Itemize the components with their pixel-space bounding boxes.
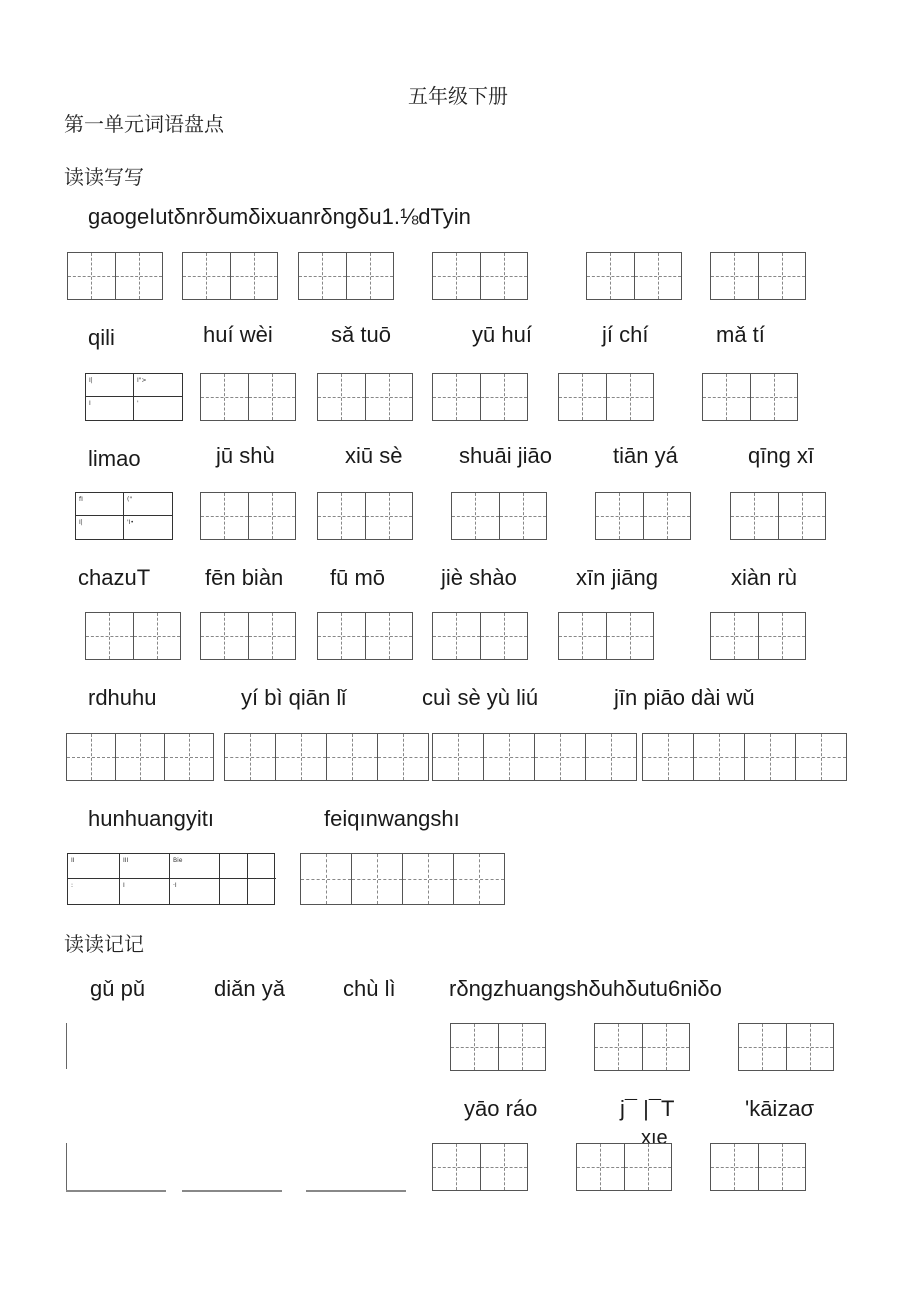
pencil-mark: [220, 879, 248, 904]
pencil-mark: fI: [76, 493, 124, 516]
writing-grid[interactable]: [298, 252, 394, 300]
writing-grid[interactable]: [432, 252, 528, 300]
pinyin-label: chazuT: [78, 565, 151, 590]
writing-grid[interactable]: [317, 492, 413, 540]
writing-grid[interactable]: [738, 1023, 834, 1071]
writing-grid-fragment: [306, 1190, 406, 1192]
pinyin-label: jiè shào: [441, 565, 517, 590]
pinyin-label: xiū sè: [345, 443, 403, 468]
pinyin-label: hunhuangyitı: [88, 806, 214, 831]
pinyin-label: qili: [88, 325, 115, 350]
pinyin-label: jí chí: [602, 322, 649, 347]
answer-grid-filled: [85, 373, 183, 421]
writing-grid[interactable]: [576, 1143, 672, 1191]
pencil-mark: :: [68, 879, 120, 904]
pinyin-label: xiàn rù: [731, 565, 798, 590]
pencil-mark: I|: [86, 374, 134, 397]
section-title-read-remember: 读读记记: [64, 932, 144, 956]
writing-grid-fragment: [66, 1143, 67, 1191]
writing-grid[interactable]: [66, 733, 214, 781]
pencil-mark: [220, 854, 248, 879]
pencil-mark: 'I•: [127, 519, 134, 526]
pinyin-label: limao: [88, 446, 141, 471]
pinyin-label: huí wèi: [203, 322, 273, 347]
pinyin-label: sǎ tuō: [331, 322, 391, 347]
writing-grid[interactable]: [558, 373, 654, 421]
pencil-mark: ·I: [170, 879, 220, 904]
pencil-mark: ': [137, 400, 139, 407]
writing-grid[interactable]: [730, 492, 826, 540]
section-title-read-write: 读读写写: [64, 165, 144, 189]
pencil-mark: [248, 879, 276, 904]
pencil-mark: (": [124, 493, 172, 516]
writing-grid-fragment: [66, 1190, 166, 1192]
pinyin-label: feiqınwangshı: [324, 806, 460, 831]
pinyin-label: cuì sè yù liú: [422, 685, 539, 710]
answer-grid-filled: [67, 853, 275, 905]
pinyin-label: qīng xī: [748, 443, 815, 468]
pinyin-label: 'kāizaσ: [745, 1096, 815, 1121]
pinyin-label: fēn biàn: [205, 565, 284, 590]
writing-grid[interactable]: [710, 612, 806, 660]
pinyin-label: rdhuhu: [88, 685, 157, 710]
writing-grid[interactable]: [200, 492, 296, 540]
writing-grid[interactable]: [300, 853, 505, 905]
writing-grid[interactable]: [451, 492, 547, 540]
pinyin-label: yāo ráo: [464, 1096, 538, 1121]
pinyin-label: xıe: [641, 1127, 668, 1149]
pencil-mark: III: [120, 854, 170, 879]
answer-grid-filled: [75, 492, 173, 540]
pinyin-label: gǔ pǔ: [90, 976, 146, 1001]
writing-grid[interactable]: [67, 252, 163, 300]
writing-grid[interactable]: [224, 733, 429, 781]
pinyin-label: jū shù: [216, 443, 275, 468]
pencil-mark: I: [120, 879, 170, 904]
writing-grid[interactable]: [200, 373, 296, 421]
pencil-mark: I">: [134, 374, 182, 397]
writing-grid[interactable]: [85, 612, 181, 660]
pinyin-label: shuāi jiāo: [459, 443, 552, 468]
pencil-mark: I: [86, 397, 134, 420]
writing-grid[interactable]: [450, 1023, 546, 1071]
writing-grid-fragment: [182, 1190, 282, 1192]
pinyin-label: mǎ tí: [716, 322, 765, 347]
writing-grid[interactable]: [702, 373, 798, 421]
pinyin-label: yí bì qiān lǐ: [241, 685, 347, 710]
writing-grid[interactable]: [317, 612, 413, 660]
writing-grid[interactable]: [432, 612, 528, 660]
pinyin-label: gaogeIutδnrδumδixuanrδngδu1.⅛dTyin: [88, 204, 471, 229]
writing-grid[interactable]: [642, 733, 847, 781]
pinyin-label: chù lì: [343, 976, 396, 1001]
pencil-mark: Bie: [170, 854, 220, 879]
pencil-mark: [248, 854, 276, 879]
writing-grid[interactable]: [710, 252, 806, 300]
writing-grid[interactable]: [182, 252, 278, 300]
writing-grid[interactable]: [595, 492, 691, 540]
unit-title: 第一单元词语盘点: [64, 112, 224, 136]
pinyin-label: j¯ |¯T: [620, 1096, 675, 1121]
page-title: 五年级下册: [408, 84, 508, 108]
writing-grid[interactable]: [317, 373, 413, 421]
pinyin-label: diǎn yǎ: [214, 976, 285, 1001]
pinyin-label: yū huí: [472, 322, 532, 347]
pencil-mark: I|: [76, 516, 124, 539]
pinyin-label: xīn jiāng: [576, 565, 658, 590]
pinyin-label: tiān yá: [613, 443, 678, 468]
pinyin-label: jīn piāo dài wǔ: [614, 685, 755, 710]
writing-grid[interactable]: [200, 612, 296, 660]
writing-grid-fragment: [66, 1023, 67, 1069]
writing-grid[interactable]: [432, 1143, 528, 1191]
writing-grid[interactable]: [594, 1023, 690, 1071]
pencil-mark: II: [68, 854, 120, 879]
writing-grid[interactable]: [432, 733, 637, 781]
writing-grid[interactable]: [558, 612, 654, 660]
writing-grid[interactable]: [432, 373, 528, 421]
writing-grid[interactable]: [586, 252, 682, 300]
writing-grid[interactable]: [710, 1143, 806, 1191]
pinyin-label: rδngzhuangshδuhδutu6niδo: [449, 976, 722, 1001]
pinyin-label: fū mō: [330, 565, 386, 590]
